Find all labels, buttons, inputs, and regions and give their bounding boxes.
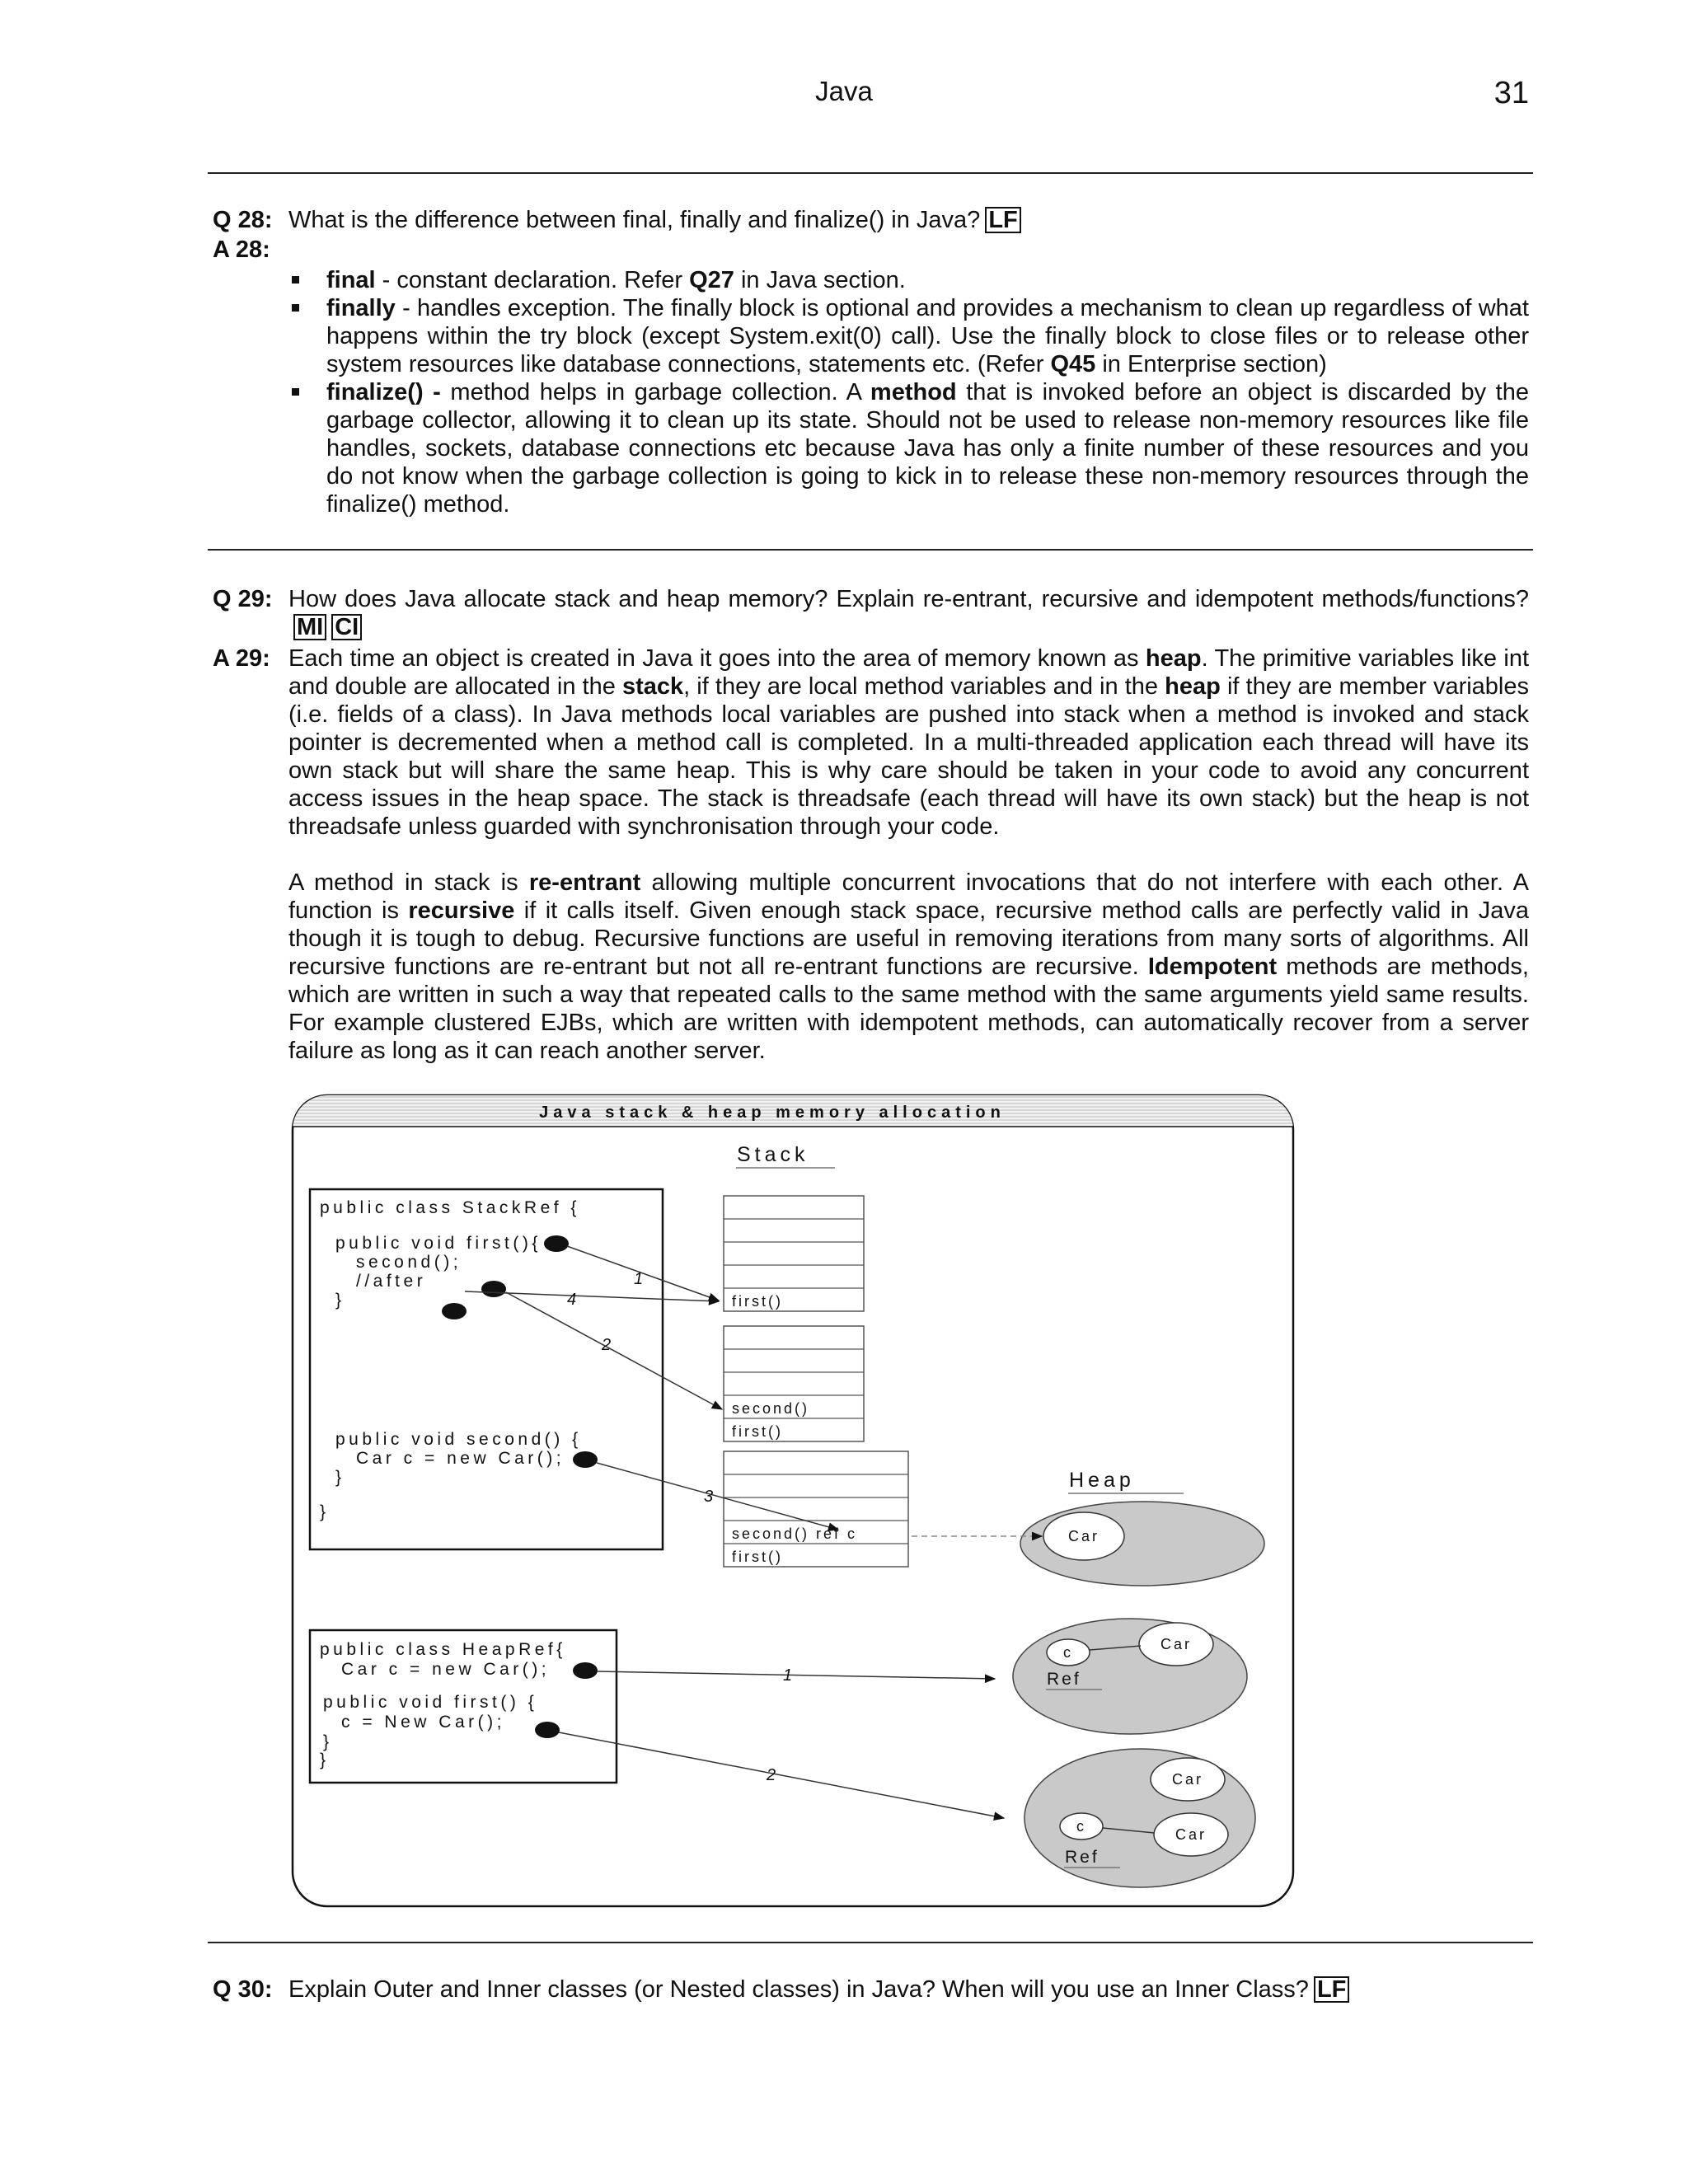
stack-frame-group-1 [724,1196,864,1311]
stack-label: Stack [737,1143,809,1166]
heap2-ref-c-label: c [1063,1644,1073,1661]
section-rule [208,549,1533,551]
a29-paragraph-2: A method in stack is re-entrant allowing multiple concurrent invocations that do not interfere with each other. A function is recursive if it calls itself. Given enough stack space, recursive method calls are perfectly valid in Java though it is tough to debug. Recursive functions are useful in removing iterations from many sorts of algorithms. All recursive functions are re-entrant but not all re-entrant functions are recursive. Idempotent methods are methods, which are written in such a way that repeated calls to the same method with the same arguments yield same results. For example clustered EJBs, which are written with idempotent methods, can automatically recover from a server failure as long as it can reach another server. [288,869,1529,1064]
stack-heap-diagram [290,1093,1296,1909]
diagram-title: Java stack & heap memory allocation [539,1104,1006,1122]
stack3-frame-first: first() [732,1549,783,1565]
header-rule [208,172,1533,174]
q28-question [288,206,1529,234]
stack-frame-group-3 [724,1451,908,1567]
a29-paragraph-1: Each time an object is created in Java it goes into the area of memory known as heap. The primitive variables like int and double are allocated in the stack, if they are local method variables and in the heap if they are member variables (i.e. fields of a class). In Java methods local variables are pushed into stack when a method is invoked and stack pointer is decremented when a method call is completed. In a multi-threaded application each thread will have its own stack but will share the same heap. This is why care should be taken in your code to avoid any concurrent access issues in the heap space. The stack is threadsafe (each thread will have its own stack) but the heap is not threadsafe unless guarded with synchronisation through your code. [288,645,1529,840]
heap-arrow-label-2: 2 [767,1766,776,1784]
heap3-car-label-1: Car [1171,1771,1204,1788]
stackref-line-second-def: public void second() { [335,1430,582,1449]
heap2-car-label: Car [1160,1636,1193,1652]
q29-tag-mi: MI [293,614,326,640]
heap3-ref-c-label: c [1076,1818,1086,1835]
heapref-line-close-1: } [323,1732,333,1751]
stackref-line-first: public void first(){ [335,1234,542,1253]
stack1-frame-first: first() [732,1293,783,1310]
stackref-line-close-1: } [335,1291,345,1310]
q30-question [288,1975,1529,2004]
a29-answer [288,644,1529,1065]
q29-label: Q 29: [213,586,273,612]
q29-question [288,585,1529,641]
q29-question-text: How does Java allocate stack and heap memory? Explain re-entrant, recursive and idempotent methods/functions? [288,586,1529,612]
heap3-car-label-2: Car [1175,1826,1207,1843]
stackref-line-close-class: } [320,1502,330,1521]
q28-question-text: What is the difference between final, finally and finalize() in Java? [288,207,981,233]
heap1-car-label: Car [1067,1528,1100,1544]
arrow-label-4: 4 [567,1291,577,1309]
heap2-ref-label: Ref [1047,1670,1081,1689]
stackref-line-after: //after [356,1272,427,1291]
stackref-line-new-car: Car c = new Car(); [356,1449,565,1468]
stack2-frame-second: second() [732,1400,810,1417]
stack3-frame-second-ref: second() ref c [732,1526,858,1542]
running-header-title: Java [815,76,873,106]
stack2-frame-first: first() [732,1423,783,1440]
stackref-line-second-call: second(); [356,1253,462,1272]
heapref-line-class: public class HeapRef{ [320,1640,566,1659]
stack-frame-group-2 [724,1326,864,1441]
arrow-label-1: 1 [634,1270,644,1288]
a28-bullet-finally: finally - handles exception. The finally block is optional and provides a mechanism to clean up regardless of what happens within the try block (except System.exit(0) call). Use the finally block to close files or to release other system resources like database connections, statements etc. (Refer Q45 in Enterprise section) [288,294,1529,378]
arrow-label-3: 3 [704,1488,714,1506]
heap-arrow-label-1: 1 [783,1666,793,1685]
a28-label: A 28: [213,237,270,263]
a28-bullet-final: final - constant declaration. Refer Q27 in Java section. [288,266,1529,294]
heapref-line-field: Car c = new Car(); [341,1660,551,1679]
q30-label: Q 30: [213,1976,273,2003]
q28-tag-lf: LF [985,207,1020,233]
heapref-line-assign: c = New Car(); [341,1713,505,1732]
q28-label: Q 28: [213,207,273,233]
heapref-line-first: public void first() { [323,1693,538,1712]
q29-tag-ci: CI [331,614,362,640]
q30-tag-lf: LF [1314,1976,1349,2003]
a28-bullet-finalize: finalize() - method helps in garbage collection. A method that is invoked before an object is discarded by the garbage collector, allowing it to clean up its state. Should not be used to release non-memory resources like file handles, sockets, database connections etc because Java has only a finite number of these resources and you do not know when the garbage collection is going to kick in to release these non-memory resources through the finalize() method. [288,378,1529,518]
heap-label: Heap [1069,1469,1135,1492]
arrow-label-2: 2 [602,1336,612,1354]
heapref-line-close-class: } [320,1750,330,1769]
a29-label: A 29: [213,645,270,672]
stackref-line-close-2: } [335,1468,345,1487]
a28-bullet-list [288,266,1529,518]
heap3-ref-label: Ref [1065,1848,1100,1867]
q30-question-text: Explain Outer and Inner classes (or Nested classes) in Java? When will you use an Inner Class? [288,1976,1309,2003]
section-rule-2 [208,1942,1533,1943]
page-number: 31 [1493,76,1529,110]
stackref-line-class: public class StackRef { [320,1198,580,1217]
